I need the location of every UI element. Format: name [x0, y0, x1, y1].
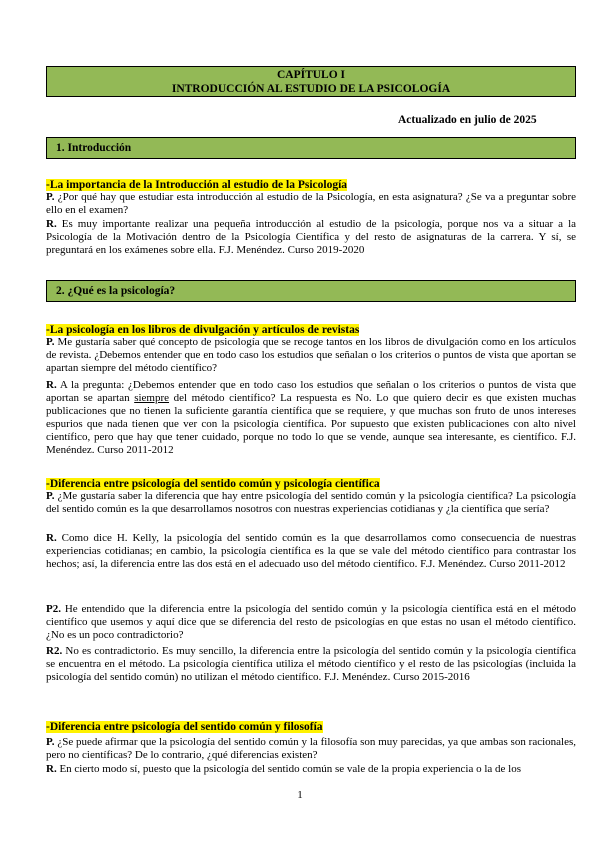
- question-text: ¿Por qué hay que estudiar esta introducción al estudio de la Psicología, en esta asignatura? ¿Se va a preguntar sobre ello en el examen?: [46, 191, 576, 216]
- question-label: P.: [46, 191, 55, 203]
- answer-paragraph: [46, 532, 576, 571]
- answer-label: R.: [46, 763, 57, 775]
- subheading-divulgacion: [46, 323, 359, 337]
- question-paragraph: [46, 191, 576, 217]
- page-number: 1: [297, 789, 303, 801]
- chapter-header: [46, 66, 576, 97]
- answer-paragraph: [46, 379, 576, 457]
- answer-label: R.: [46, 379, 57, 391]
- answer-label: R2.: [46, 645, 63, 657]
- answer-text: Es muy importante realizar una pequeña introducción al estudio de la psicología, porque nos va a situar a la Psicología de la Motivación dentro de la Psicología Científica y del resto de asignaturas de la carrera. Y sí, se preguntará en los exámenes sobre ella. F.J. Menéndez. Curso 2019-2020: [46, 218, 577, 256]
- question-text: ¿Se puede afirmar que la psicología del sentido común y la filosofía son muy parecidas, ya que ambas son racionales, pero no científicas? De lo contrario, ¿qué diferencias existen?: [46, 736, 577, 761]
- updated-date: Actualizado en julio de 2025: [398, 114, 537, 126]
- question-text: Me gustaría saber qué concepto de psicología que se recoge tantos en los libros de divulgación como en los artículos de revista. ¿Debemos entender que en todo caso los estudios que señalan o los criterios o puntos de vista que aportan se apartan siempre del método científico?: [46, 336, 576, 374]
- section-heading-introduccion: 1. Introducción: [46, 137, 576, 159]
- answer-text: del método científico? La respuesta es No. Lo que quiero decir es que existen muchas publicaciones que no tienen la suficiente garantía científica que se requiere, y que muchas son fruto de unos intereses espurios que nada tienen que ver con la psicología científica. Por supuesto que existen publicaciones con alto nivel científico, pero que hay que tener cuidado, porque no todo lo que se vende, aunque sea interesante, es científico. F.J. Menéndez. Curso 2011-2012: [46, 392, 577, 456]
- question-label: P.: [46, 336, 55, 348]
- answer-paragraph: [46, 763, 576, 776]
- answer-text: A la pregunta: ¿Debemos entender que en todo caso los estudios que señalan o los criterios o puntos de vista que aportan se apartan: [46, 379, 576, 404]
- question-text: ¿Me gustaría saber la diferencia que hay entre psicología del sentido común y la psicología científica? La psicología del sentido común es la que desarrollamos nosotros con nuestras experiencias cotidianas y ¿la científica que sería?: [46, 490, 576, 515]
- chapter-number: CAPÍTULO I: [276, 69, 346, 81]
- subheading-importancia: [46, 178, 347, 192]
- section-heading-que-es: 2. ¿Qué es la psicología?: [46, 280, 576, 302]
- question-paragraph: [46, 336, 576, 375]
- emphasis-siempre: siempre: [134, 392, 170, 404]
- chapter-title: INTRODUCCIÓN AL ESTUDIO DE LA PSICOLOGÍA: [171, 82, 451, 95]
- answer-label: R.: [46, 218, 57, 230]
- question-label: P.: [46, 736, 55, 748]
- subheading-text: -Diferencia entre psicología del sentido común y psicología científica: [46, 478, 380, 490]
- question-text: He entendido que la diferencia entre la psicología del sentido común y la psicología científica está en el método científico que usemos y aquí dice que se diferencia del resto de psicologías en que estas no usan el método científico. ¿No es un poco contradictorio?: [46, 603, 576, 641]
- answer-paragraph: [46, 645, 576, 684]
- subheading-text: -La importancia de la Introducción al estudio de la Psicología: [46, 179, 348, 191]
- question-paragraph: [46, 490, 576, 516]
- subheading-filosofia: [46, 720, 323, 734]
- answer-text: Como dice H. Kelly, la psicología del sentido común es la que desarrollamos como consecuencia de nuestras experiencias cotidianas; en cambio, la psicología científica es la que se vale del método científico para contrastar los hechos; así, la diferencia entre las dos está en el adecuado uso del método científico. F.J. Menéndez. Curso 2011-2012: [46, 532, 576, 570]
- subheading-sentido-comun: [46, 477, 380, 491]
- answer-text: En cierto modo sí, puesto que la psicología del sentido común se vale de la propia experiencia o la de los: [59, 763, 522, 775]
- subheading-text: -Diferencia entre psicología del sentido común y filosofía: [46, 721, 323, 733]
- subheading-text: -La psicología en los libros de divulgación y artículos de revistas: [46, 324, 360, 336]
- question-label: P.: [46, 490, 55, 502]
- answer-paragraph: [46, 218, 576, 257]
- question-paragraph: [46, 603, 576, 642]
- answer-label: R.: [46, 532, 57, 544]
- question-label: P2.: [46, 603, 61, 615]
- answer-text: No es contradictorio. Es muy sencillo, la diferencia entre la psicología del sentido común y la psicología científica se encuentra en el método. La psicología científica utiliza el método científico y el resto de las psicologías (incluida la psicología del sentido común) no utilizan el método científico. F.J. Menéndez. Curso 2015-2016: [46, 645, 577, 683]
- question-paragraph: [46, 736, 576, 762]
